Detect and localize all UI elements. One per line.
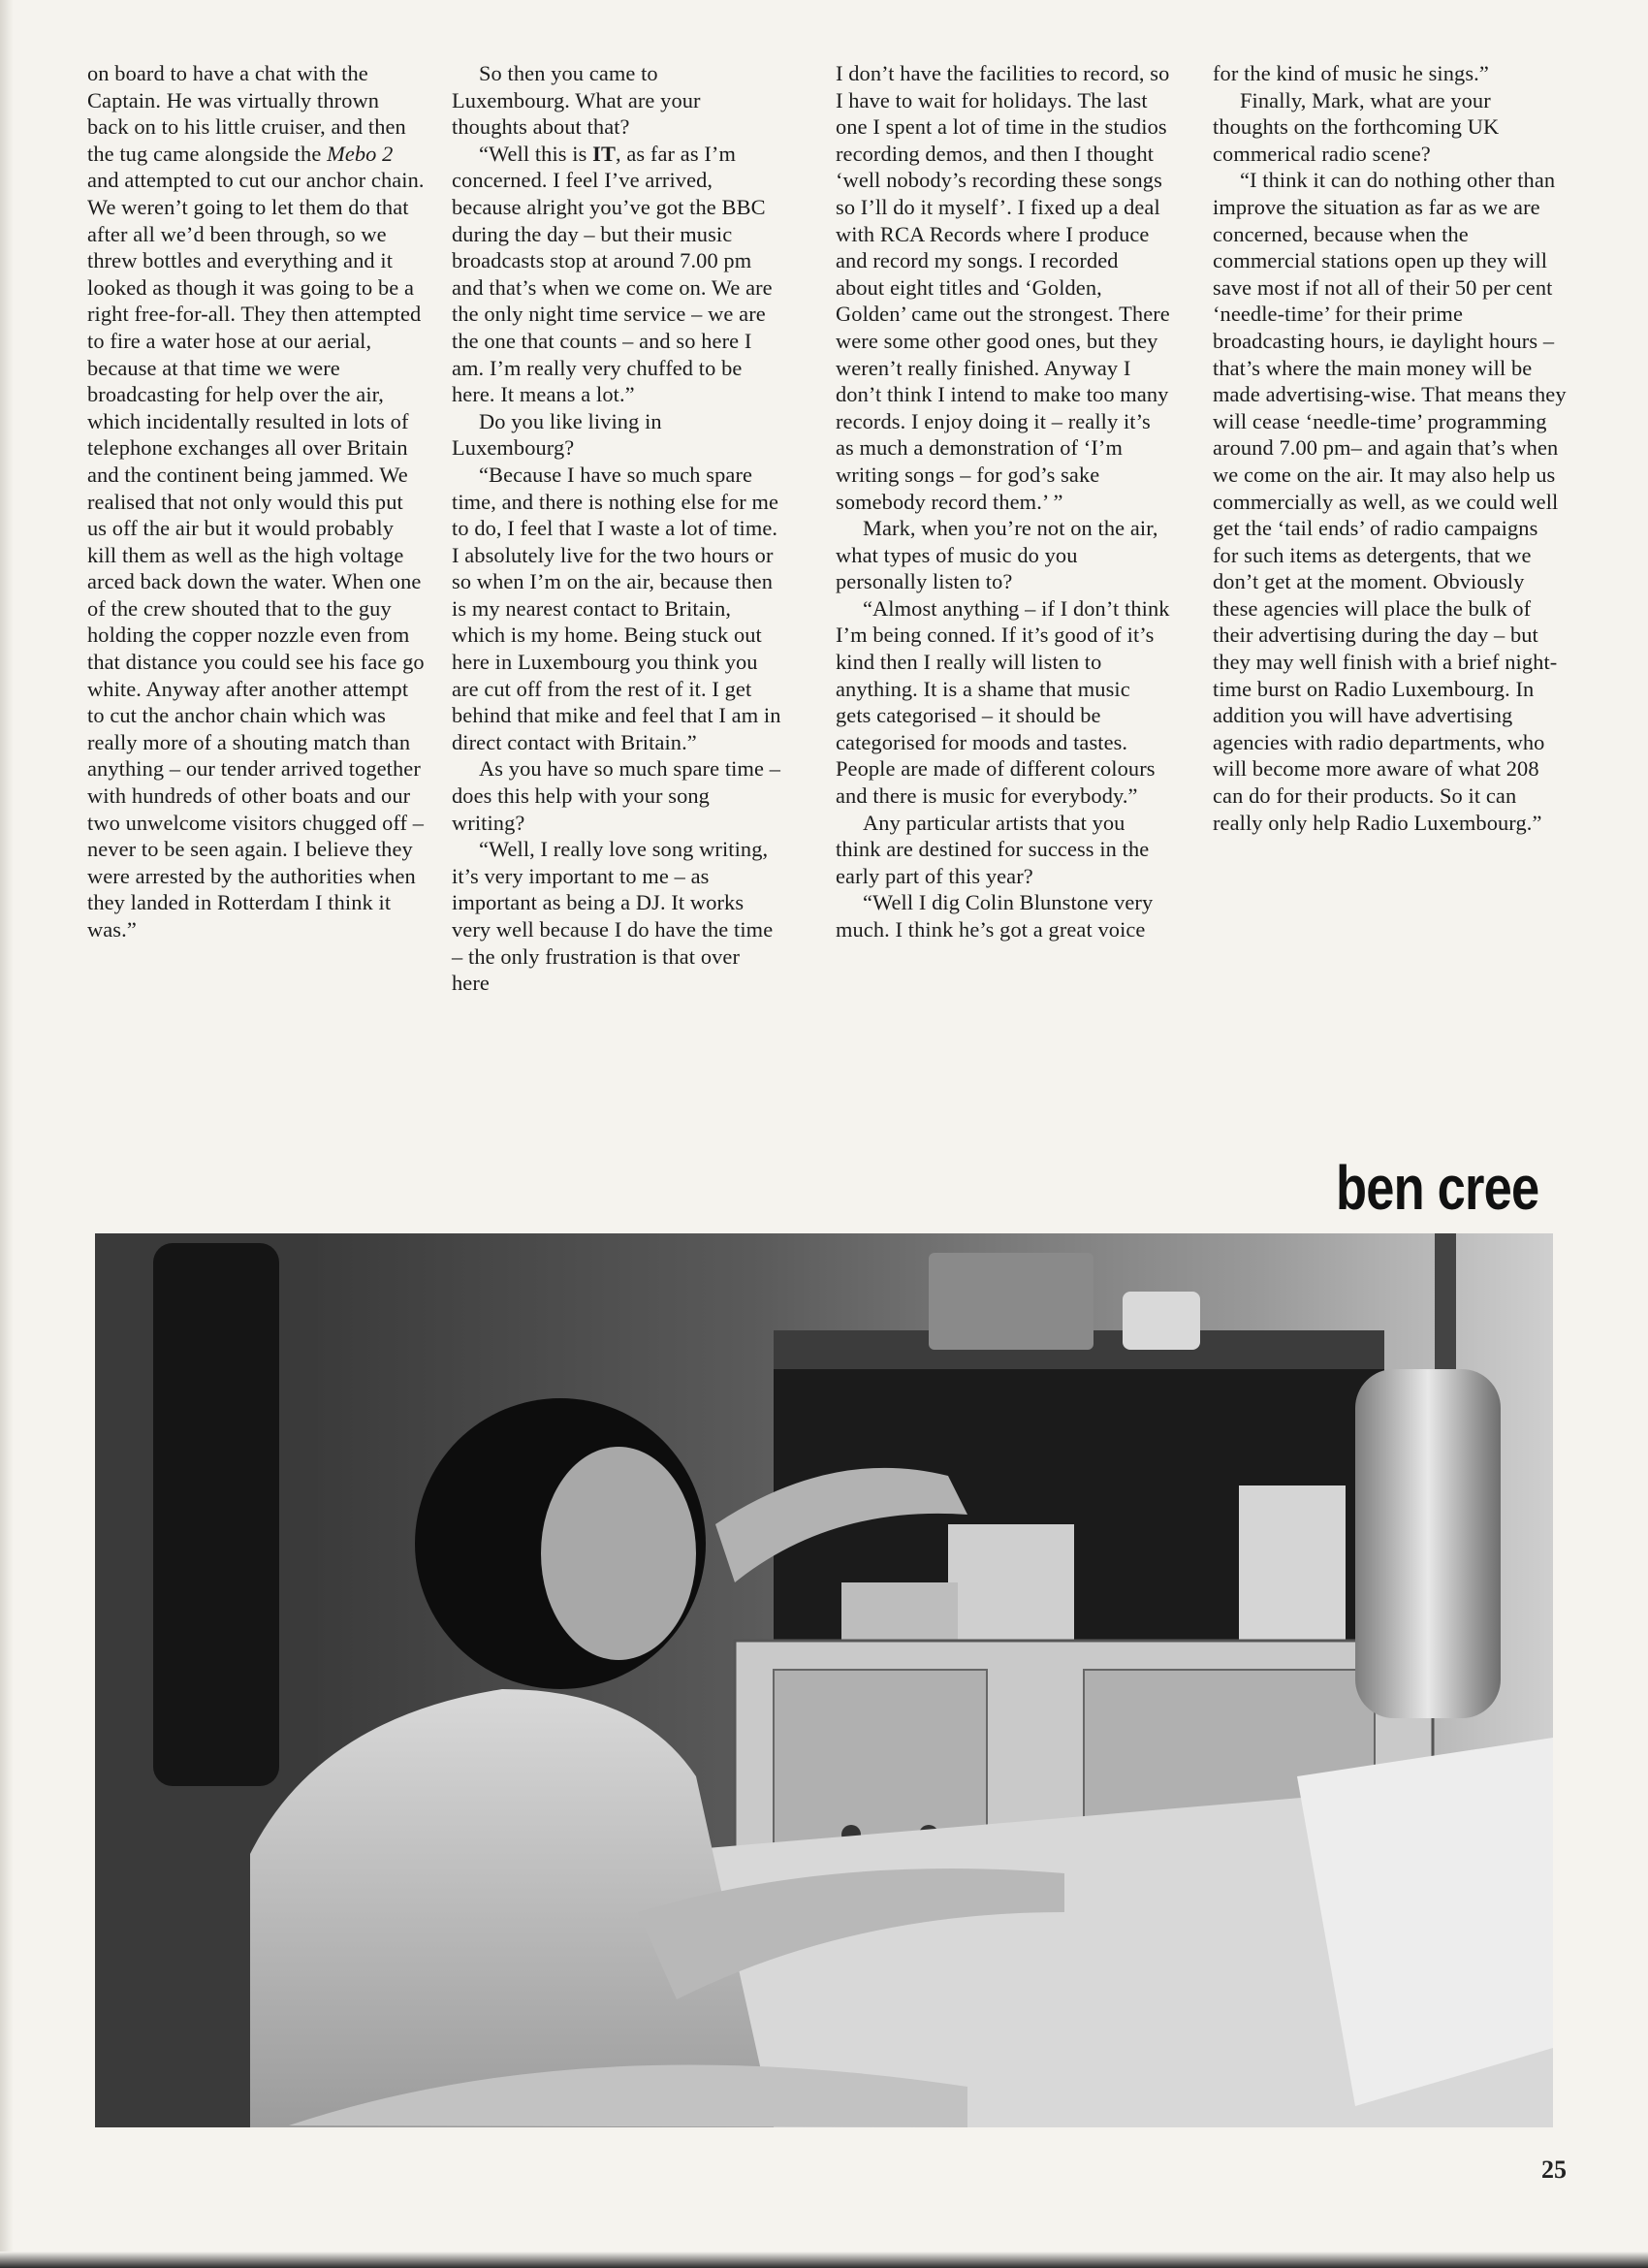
emphasis: IT [592, 141, 616, 166]
interview-question: So then you came to Luxembourg. What are your thoughts about that? [452, 61, 701, 140]
col1-paragraph: on board to have a chat with the Captain. He was virtually thrown back on to his little cruiser, and then the tug came alongside the Mebo 2 and attempted to cut our anchor chain. We weren’t going to let them do that after all we’d been through, so we threw bottles and everything and it looked as though it was going to be a right free-for-all. They then attempted to fire a water hose at our aerial, because at that time we were broadcasting for help over the air, which incidentally resulted in lots of telephone exchanges all over Britain and the continent being jammed. We realised that not only would this put us off the air but it would probably kill them as well as the high voltage arced back down the water. When one of the crew shouted that to the guy holding the copper nozzle even from that distance you could see his face go white. Anyway after another attempt to cut the anchor chain which was really more of a shouting match than anything – our tender arrived together with hundreds of other boats and our two unwelcome visitors chugged off – never to be seen again. I believe they were arrested by the authorities when they landed in Rotterdam I think it was.” [87, 61, 425, 942]
studio-photo-illustration [95, 1233, 1553, 2127]
interview-question: Any particular artists that you think are destined for success in the early part of this year? [836, 810, 1150, 888]
article-column-2 [452, 60, 781, 997]
author-byline: ben cree [1336, 1153, 1539, 1223]
interview-question: Mark, when you’re not on the air, what types of music do you personally listen to? [836, 516, 1158, 594]
interview-question: As you have so much spare time – does this help with your song writing? [452, 756, 781, 835]
interview-question: Finally, Mark, what are your thoughts on the forthcoming UK commerical radio scene? [1213, 87, 1500, 166]
interview-answer: “Well this is IT, as far as I’m concerned. I feel I’ve arrived, because alright you’ve got the BBC during the day – but their music broadcasts stop at around 7.00 pm and that’s when we come on. We are the only night time service – we are the one that counts – and so here I am. I’m really very chuffed to be here. It means a lot.” [452, 141, 773, 407]
interview-answer: “Almost anything – if I don’t think I’m being conned. If it’s good of it’s kind then I really will listen to anything. It is a shame that music gets categorised – it should be categorised for moods and tastes. People are made of different colours and there is music for everybody.” [836, 595, 1170, 809]
interview-answer: “I think it can do nothing other than improve the situation as far as we are concerned, because when the commercial stations open up they will save most if not all of their 50 per cent ‘needle-time’ for their prime broadcasting hours, ie daylight hours – that’s where the main money will be made advertising-wise. That means they will cease ‘needle-time’ programming around 7.00 pm– and again that’s when we come on the air. It may also help us commercially as well, as we could well get the ‘tail ends’ of radio campaigns for such items as detergents, that we don’t get at the moment. Obviously these agencies will place the bulk of their advertising during the day – but they may well finish with a brief night-time burst on Radio Luxembourg. In addition you will have advertising agencies with radio departments, who will become more aware of what 208 can do for their products. So it can really only help Radio Luxembourg.” [1213, 168, 1567, 835]
page-number: 25 [1541, 2156, 1567, 2184]
interview-answer: for the kind of music he sings.” [1213, 61, 1489, 85]
page-bottom-edge [0, 2252, 1648, 2268]
interview-answer: I don’t have the facilities to record, so I have to wait for holidays. The last one I spent a lot of time in the studios recording demos, and then I thought ‘well nobody’s recording these songs so I’ll do it myself’. I fixed up a deal with RCA Records where I produce and record my songs. I recorded about eight titles and ‘Golden, Golden’ came out the strongest. There were some other good ones, but they weren’t really finished. Anyway I don’t think I intend to make too many records. I enjoy doing it – really it’s as much a demonstration of ‘I’m writing songs – for god’s sake somebody record them.’ ” [836, 61, 1170, 514]
article-column-3 [836, 60, 1170, 943]
article-column-1 [87, 60, 425, 943]
article-column-4 [1213, 60, 1567, 836]
interview-answer: “Well, I really love song writing, it’s very important to me – as important as being a DJ. It works very well because I do have the time – the only frustration is that over here [452, 837, 774, 996]
ship-name: Mebo 2 [327, 141, 394, 166]
page-binding-edge [0, 0, 14, 2268]
interview-question: Do you like living in Luxembourg? [452, 408, 662, 461]
studio-photo [95, 1233, 1553, 2127]
interview-answer: “Well I dig Colin Blunstone very much. I think he’s got a great voice [836, 890, 1154, 942]
interview-answer: “Because I have so much spare time, and there is nothing else for me to do, I feel that I waste a lot of time. I absolutely live for the two hours or so when I’m on the air, because then is my nearest contact to Britain, which is my home. Being stuck out here in Luxembourg you think you are cut off from the rest of it. I get behind that mike and feel that I am in direct contact with Britain.” [452, 462, 781, 754]
